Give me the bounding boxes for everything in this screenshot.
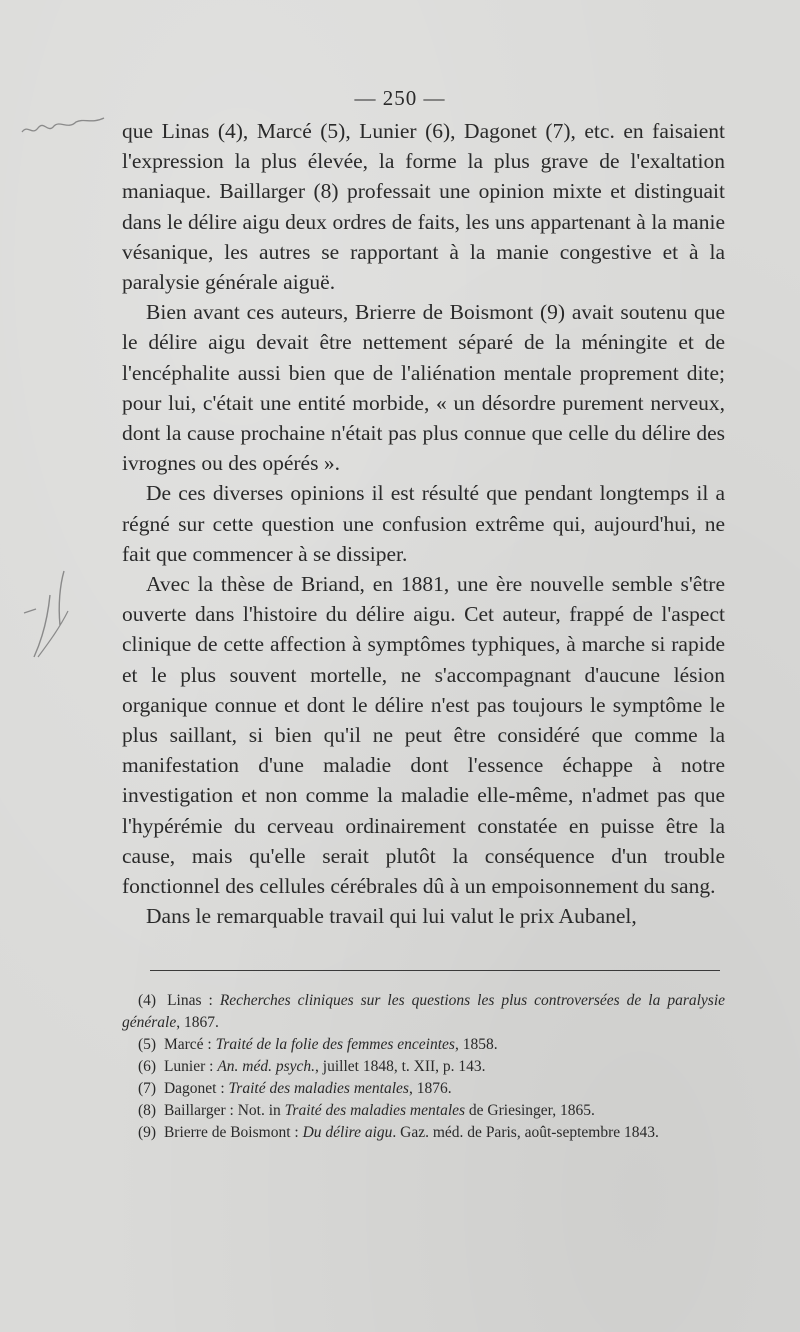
footnote-details: , 1858. [454,1036,498,1053]
footnote-details: , 1867. [176,1014,219,1031]
footnote-divider [150,970,720,971]
footnote-author: Baillarger : Not. in [163,1102,281,1119]
main-text [122,116,725,931]
footnote-number: (7) [138,1080,157,1097]
footnote-title: Du délire aigu [302,1124,393,1141]
footnote-author: Linas : [167,992,213,1009]
footnote-author: Brierre de Boismont : [163,1124,299,1141]
footnote [122,1078,725,1100]
footnote-number: (6) [138,1058,157,1075]
footnote-number: (4) [138,992,157,1009]
footnote-number: (5) [138,1036,157,1053]
paragraph: Avec la thèse de Briand, en 1881, une ère nouvelle semble s'être ouverte dans l'histoire du délire aigu. Cet auteur, frappé de l'aspect clinique de cette affection à symptômes typhiques, à marche si rapide et le plus souvent mortelle, ne s'accompagnant d'aucune lésion organique connue et dont le délire n'est pas toujours le symptôme le plus saillant, si bien qu'il ne peut être considéré que comme la manifestation d'une maladie dont l'essence échappe à notre investigation et non comme la maladie elle-même, n'admet pas que l'hypérémie du cerveau ordinairement constatée en puisse être la cause, mais qu'elle serait plutôt la conséquence d'un trouble fonctionnel des cellules cérébrales dû à un empoisonnement du sang. [122,572,725,899]
footnote [122,1100,725,1122]
footnote-title: An. méd. psych. [217,1058,316,1075]
footnote-number: (9) [138,1124,157,1141]
footnote-details: , 1876. [408,1080,452,1097]
paragraph: Bien avant ces auteurs, Brierre de Boismont (9) avait soutenu que le délire aigu devait être nettement séparé de la méningite et de l'encéphalite aussi bien que de l'aliénation mentale proprement dite; pour lui, c'était une entité morbide, « un désordre purement nerveux, dont la cause prochaine n'était pas plus connue que celle du délire des ivrognes ou des opérés ». [122,300,725,476]
paragraph: que Linas (4), Marcé (5), Lunier (6), Dagonet (7), etc. en faisaient l'expression la plus élevée, la forme la plus grave de l'exaltation maniaque. Baillarger (8) professait une opinion mixte et distinguait dans le délire aigu deux ordres de faits, les uns appartenant à la manie vésanique, les autres se rapportant à la manie congestive et à la paralysie générale aiguë. [122,119,725,295]
paragraph: Dans le remarquable travail qui lui valut le prix Aubanel, [146,904,637,929]
page-number: — 250 — [354,86,446,110]
footnote-number: (8) [138,1102,157,1119]
footnote-details: . Gaz. méd. de Paris, août-septembre 1843. [392,1124,659,1141]
paragraph: De ces diverses opinions il est résulté que pendant longtemps il a régné sur cette question une confusion extrême qui, aujourd'hui, ne fait que commencer à se dissiper. [122,481,725,566]
footnote-author: Lunier : [163,1058,214,1075]
footnote [122,1122,725,1144]
footnote-title: Traité des maladies mentales [284,1102,466,1119]
footnote-details: de Griesinger, 1865. [465,1102,595,1119]
footnote-author: Marcé : [163,1036,212,1053]
footnotes [122,990,725,1144]
footnote [122,1034,725,1056]
footnote-details: , juillet 1848, t. XII, p. 143. [315,1058,486,1075]
margin-pencil-bracket-icon [20,565,80,665]
footnote-author: Dagonet : [163,1080,225,1097]
footnote [122,1056,725,1078]
footnote-title: Recherches cliniques sur les questions les plus controversées de la paralysie générale [122,992,726,1031]
footnote [122,990,725,1034]
footnote-title: Traité de la folie des femmes enceintes [215,1036,455,1053]
margin-pencil-scribble-icon [18,110,108,140]
footnote-title: Traité des maladies mentales [228,1080,409,1097]
